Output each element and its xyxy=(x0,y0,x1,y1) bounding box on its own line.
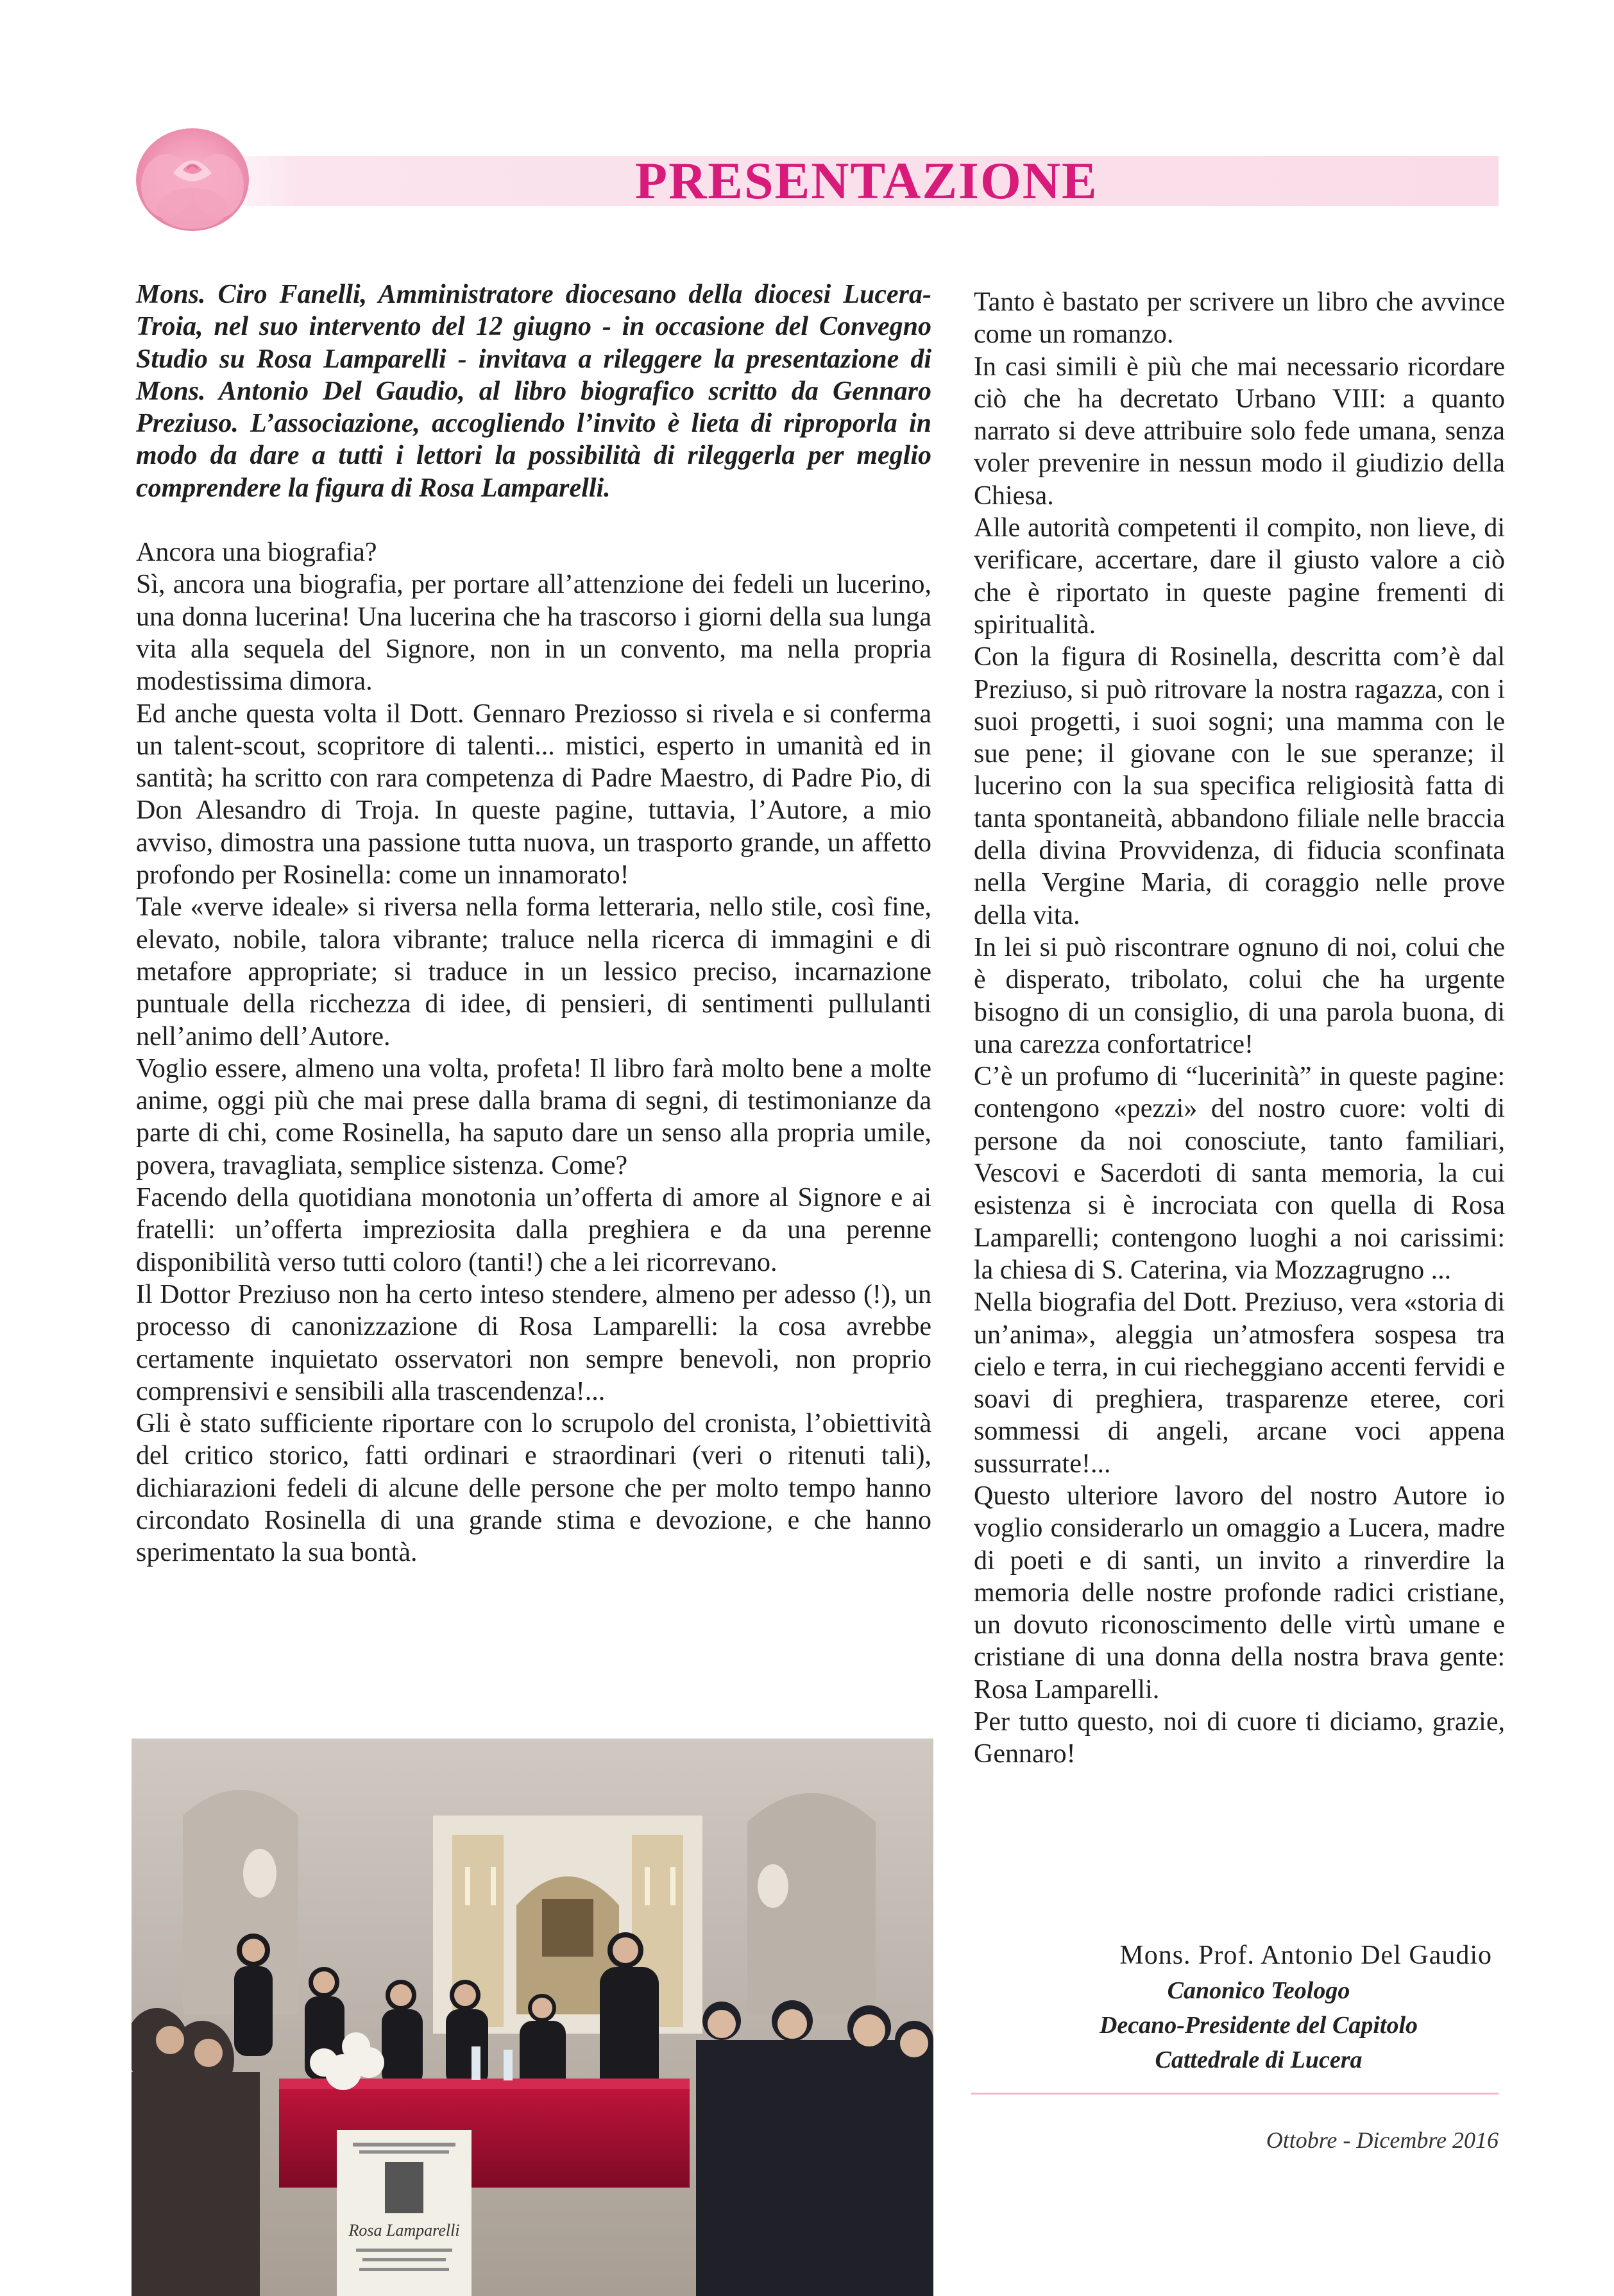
body-paragraph: Facendo della quotidiana monotonia un’offerta di amore al Signore e ai fratelli: un’offerta impreziosita dalla preghiera e da una perenne disponibilità verso tutti coloro (tanti!) che a lei ricorrevano. xyxy=(136,1183,931,1277)
body-paragraph: Tanto è bastato per scrivere un libro che avvince come un romanzo. xyxy=(974,287,1505,350)
signature-block xyxy=(974,1937,1492,2077)
poster-text: Rosa Lamparelli xyxy=(348,2221,460,2240)
right-column xyxy=(974,286,1505,1771)
body-paragraph: Con la figura di Rosinella, descritta com’è dal Preziuso, si può ritrovare la nostra ragazza, con i suoi progetti, i suoi sogni; una mamma con le sue pene; il giovane con le sue speranze; il lucerino con la sua specifica religiosità fatta di tanta spontaneità, abbandono filiale nelle braccia della divina Provvidenza, di fiducia sconfinata nella Vergine Maria, di coraggio nelle prove della vita. xyxy=(974,642,1505,930)
issue-date: Ottobre - Dicembre 2016 xyxy=(1266,2127,1499,2153)
body-paragraph: Tale «verve ideale» si riversa nella forma letteraria, nello stile, così fine, elevato, nobile, talora vibrante; traluce nella ricerca di immagini e di metafore appropriate; si traduce in un lessico preciso, incarnazione puntuale della ricchezza di idee, di pensieri, di sentimenti pullulanti nell’animo dell’Autore. xyxy=(136,892,931,1051)
page-title: PRESENTAZIONE xyxy=(635,151,1098,210)
event-photo xyxy=(132,1739,933,2296)
left-column xyxy=(136,278,931,1569)
body-paragraph: Sì, ancora una biografia, per portare all’attenzione dei fedeli un lucerino, una donna lucerina! Una lucerina che ha trascorso i giorni della sua lunga vita alla sequela del Signore, non in un convento, ma nella propria modestissima dimora. xyxy=(136,570,931,697)
footer-divider xyxy=(971,2093,1499,2095)
body-paragraph: Gli è stato sufficiente riportare con lo scrupolo del cronista, l’obiettività del critico storico, fatti ordinari e straordinari (veri o ritenuti tali), dichiarazioni fedeli di alcune delle persone che per molto tempo hanno circondato Rosinella di una grande stima e devozione, e che hanno sperimentato la sua bontà. xyxy=(136,1409,931,1568)
body-paragraph: Ancora una biografia? xyxy=(136,538,377,568)
signature-role: Decano-Presidente del Capitolo xyxy=(1099,2012,1418,2039)
signature-name: Mons. Prof. Antonio Del Gaudio xyxy=(1119,1941,1492,1970)
rose-icon xyxy=(128,112,257,241)
signature-role: Cattedrale di Lucera xyxy=(1155,2046,1363,2073)
body-paragraph: Nella biografia del Dott. Preziuso, vera «storia di un’anima», aleggia un’atmosfera sospesa tra cielo e terra, in cui riecheggiano accenti fervidi e soavi di preghiera, trasparenze eteree, cori sommessi di angeli, arcane voci appena sussurrate!... xyxy=(974,1288,1505,1479)
body-paragraph: Voglio essere, almeno una volta, profeta! Il libro farà molto bene a molte anime, oggi più che mai prese dalla brama di segni, di testimonianze da parte di chi, come Rosinella, ha saputo dare un senso alla propria umile, povera, travagliata, semplice sistenza. Come? xyxy=(136,1053,931,1180)
body-paragraph: Ed anche questa volta il Dott. Gennaro Preziosso si rivela e si conferma un talent-scout, scopritore di talenti... mistici, esperto in umanità ed in santità; ha scritto con rara competenza di Padre Maestro, di Padre Pio, di Don Alesandro di Troja. In queste pagine, tuttavia, l’Autore, a mio avviso, dimostra una passione tutta nuova, un trasporto grande, un affetto profondo per Rosinella: come un innamorato! xyxy=(136,699,931,890)
body-paragraph: Il Dottor Preziuso non ha certo inteso stendere, almeno per adesso (!), un processo di canonizzazione di Rosa Lamparelli: la cosa avrebbe certamente inquietato osservatori non sempre benevoli, non proprio comprensivi e sensibili alla trascendenza!... xyxy=(136,1279,931,1406)
body-paragraph: C’è un profumo di “lucerinità” in queste pagine: contengono «pezzi» del nostro cuore: volti di persone da noi conosciute, tanto familiari, Vescovi e Sacerdoti di santa memoria, la cui esistenza si è incrociata con quella di Rosa Lamparelli; contengono luoghi a noi carissimi: la chiesa di S. Caterina, via Mozzagrugno ... xyxy=(974,1062,1505,1285)
body-paragraph: Alle autorità competenti il compito, non lieve, di verificare, accertare, dare il giusto valore a ciò che è riportato in queste pagine frementi di spiritualità. xyxy=(974,513,1505,640)
body-paragraph: In casi simili è più che mai necessario ricordare ciò che ha decretato Urbano VIII: a quanto narrato si deve attribuire solo fede umana, senza voler prevenire in nessun modo il giudizio della Chiesa. xyxy=(974,352,1505,511)
signature-role: Canonico Teologo xyxy=(1167,1977,1350,2004)
body-paragraph: In lei si può riscontrare ognuno di noi, colui che è disperato, tribolato, colui che ha urgente bisogno di un consiglio, di una parola buona, di una carezza confortatrice! xyxy=(974,932,1505,1059)
body-paragraph: Per tutto questo, noi di cuore ti diciamo, grazie, Gennaro! xyxy=(974,1707,1505,1769)
intro-paragraph: Mons. Ciro Fanelli, Amministratore diocesano della diocesi Lucera-Troia, nel suo intervento del 12 giugno - in occasione del Convegno Studio su Rosa Lamparelli - invitava a rileggere la presentazione di Mons. Antonio Del Gaudio, al libro biografico scritto da Gennaro Preziuso. L’associazione, accogliendo l’invito è lieta di riproporla in modo da dare a tutti i lettori la possibilità di rileggerla per meglio comprendere la figura di Rosa Lamparelli. xyxy=(136,280,931,503)
body-paragraph: Questo ulteriore lavoro del nostro Autore io voglio considerarlo un omaggio a Lucera, madre di poeti e di santi, un invito a rinverdire la memoria delle nostre profonde radici cristiane, un dovuto riconoscimento delle virtù umane e cristiane di una donna della nostra brava gente: Rosa Lamparelli. xyxy=(974,1481,1505,1705)
